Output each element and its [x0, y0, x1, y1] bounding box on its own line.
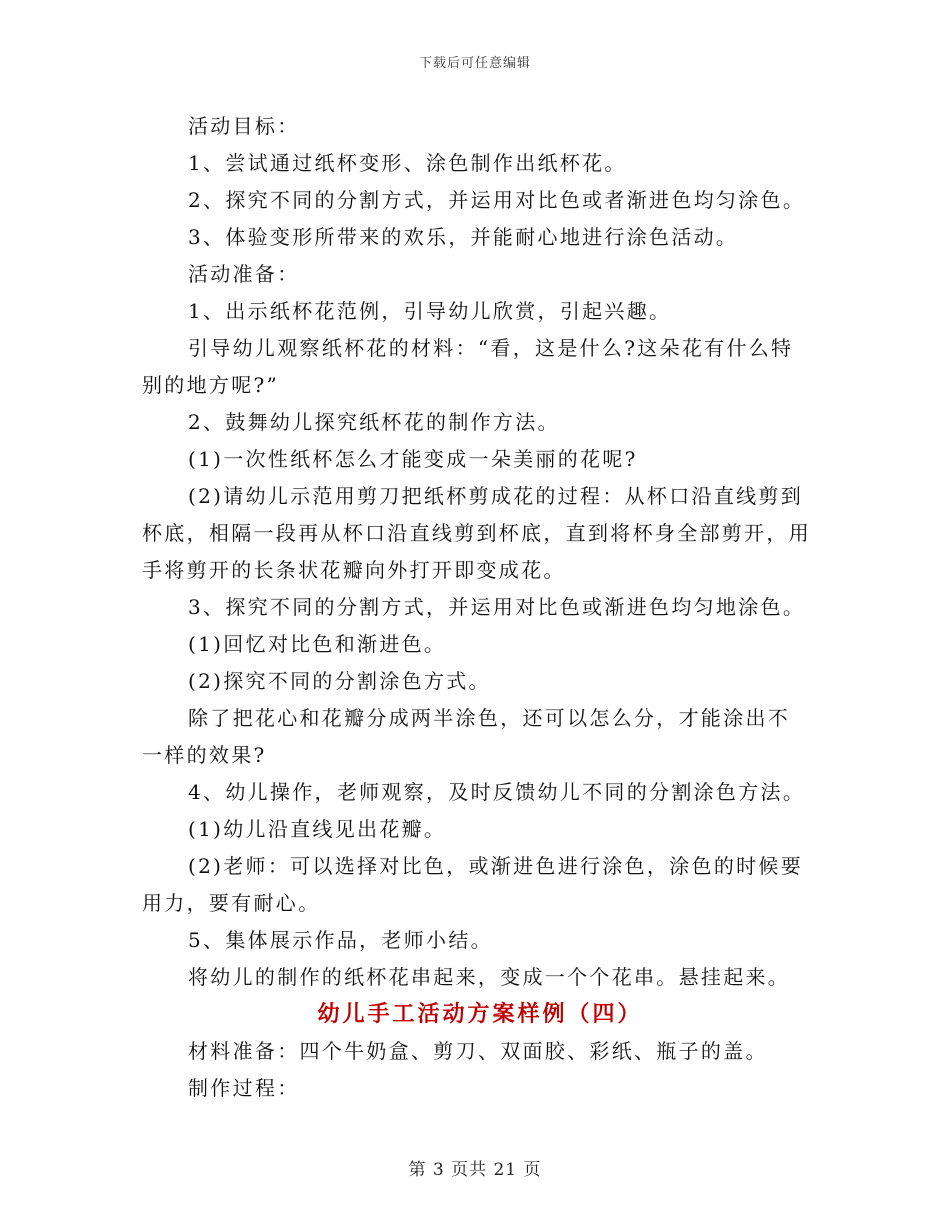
section-title: 幼儿手工活动方案样例（四）	[317, 1001, 643, 1027]
paragraph-step-1-detail: 引导幼儿观察纸杯花的材料：“看，这是什么?这朵花有什么特别的地方呢?”	[142, 336, 794, 397]
paragraph-activity-prep-heading: 活动准备：	[188, 262, 300, 286]
paragraph-process-heading: 制作过程：	[188, 1076, 300, 1100]
paragraph-step-2-sub-1: (1)一次性纸杯怎么才能变成一朵美丽的花呢?	[188, 447, 638, 471]
paragraph-materials: 材料准备：四个牛奶盒、剪刀、双面胶、彩纸、瓶子的盖。	[188, 1039, 768, 1063]
paragraph-step-1: 1、出示纸杯花范例，引导幼儿欣赏，引起兴趣。	[188, 299, 672, 323]
paragraph-step-4-sub-2: (2)老师：可以选择对比色，或渐进色进行涂色，涂色的时候要用力，要有耐心。	[142, 854, 804, 915]
page-footer: 第 3 页共 21 页	[408, 1160, 542, 1180]
paragraph-step-3-sub-1: (1)回忆对比色和渐进色。	[188, 632, 447, 656]
paragraph-step-3: 3、探究不同的分割方式，并运用对比色或渐进色均匀地涂色。	[188, 595, 806, 619]
paragraph-step-4-sub-1: (1)幼儿沿直线见出花瓣。	[188, 817, 447, 841]
paragraph-step-3-detail: 除了把花心和花瓣分成两半涂色，还可以怎么分，才能涂出不一样的效果?	[142, 706, 791, 767]
paragraph-step-2: 2、鼓舞幼儿探究纸杯花的制作方法。	[188, 410, 560, 434]
paragraph-activity-goals-heading: 活动目标：	[188, 114, 300, 138]
paragraph-step-5-detail: 将幼儿的制作的纸杯花串起来，变成一个个花串。悬挂起来。	[188, 965, 791, 989]
paragraph-step-3-sub-2: (2)探究不同的分割涂色方式。	[188, 669, 491, 693]
page-header: 下载后可任意编辑	[418, 56, 531, 71]
document-body	[142, 108, 812, 1107]
paragraph-step-4: 4、幼儿操作，老师观察，及时反馈幼儿不同的分割涂色方法。	[188, 780, 806, 804]
paragraph-goal-1: 1、尝试通过纸杯变形、涂色制作出纸杯花。	[188, 151, 627, 175]
paragraph-step-2-sub-2: (2)请幼儿示范用剪刀把纸杯剪成花的过程：从杯口沿直线剪到杯底，相隔一段再从杯口沿直线剪到杯底，直到将杯身全部剪开，用手将剪开的长条状花瓣向外打开即变成花。	[142, 484, 811, 582]
paragraph-goal-2: 2、探究不同的分割方式，并运用对比色或者渐进色均匀涂色。	[188, 188, 806, 212]
paragraph-step-5: 5、集体展示作品，老师小结。	[188, 928, 493, 952]
paragraph-goal-3: 3、体验变形所带来的欢乐，并能耐心地进行涂色活动。	[188, 225, 739, 249]
